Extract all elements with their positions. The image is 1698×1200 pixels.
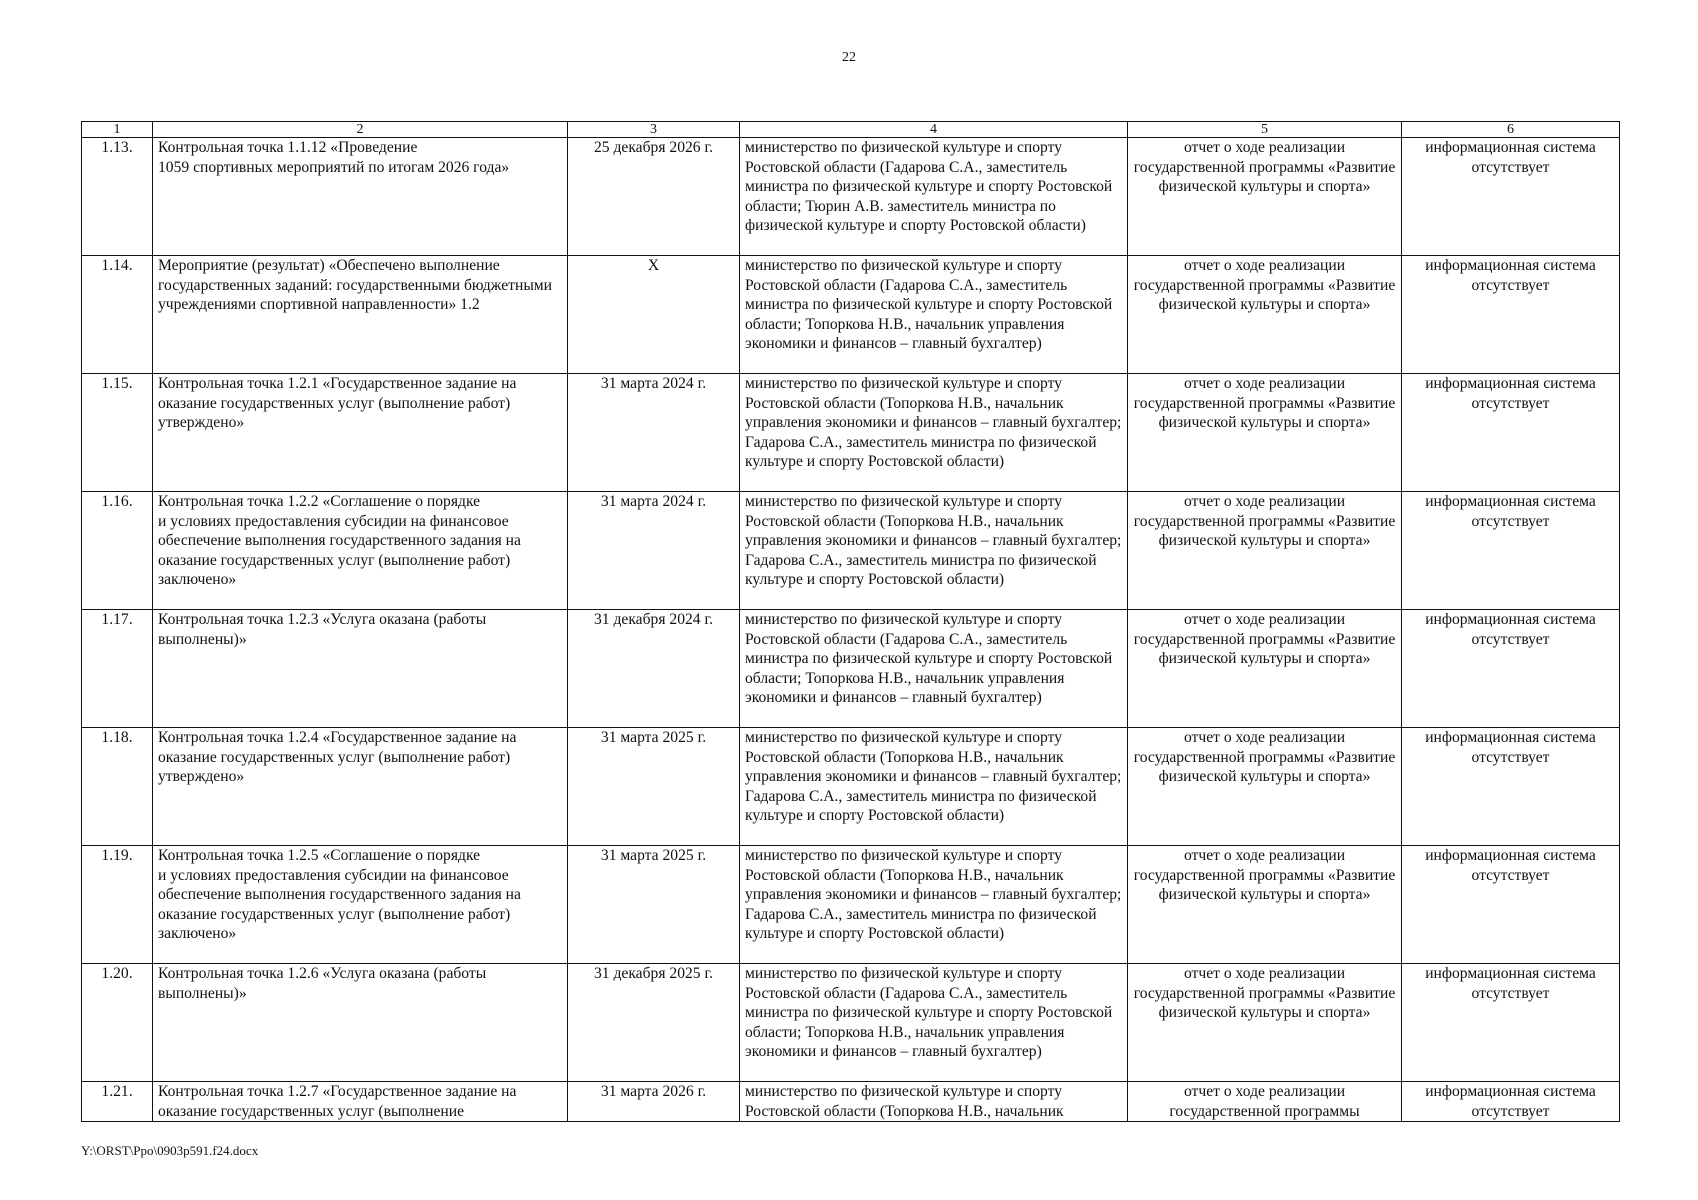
- column-header: 3: [568, 122, 740, 138]
- row-responsible: министерство по физической культуре и спорту Ростовской области (Топоркова Н.В., начальник управления экономики и финансов – главный бухгалтер; Гадарова С.А., заместитель министра по физической культуре и спорту Ростовской области): [740, 374, 1128, 492]
- row-responsible: министерство по физической культуре и спорту Ростовской области (Гадарова С.А., заместитель министра по физической культуре и спорту Ростовской области; Топоркова Н.В., начальник управления экономики и финансов – главный бухгалтер): [740, 256, 1128, 374]
- row-number: 1.16.: [82, 492, 153, 610]
- row-information-system: информационная система отсутствует: [1402, 610, 1620, 728]
- table-row: [82, 492, 1620, 610]
- row-name: Мероприятие (результат) «Обеспечено выполнение государственных заданий: государственными бюджетными учреждениями спортивной направленности» 1.2: [153, 256, 568, 374]
- row-information-system: информационная система отсутствует: [1402, 374, 1620, 492]
- column-header: 2: [153, 122, 568, 138]
- row-responsible: министерство по физической культуре и спорту Ростовской области (Гадарова С.А., заместитель министра по физической культуре и спорту Ростовской области; Тюрин А.В. заместитель министра по физической культуре и спорту Ростовской области): [740, 138, 1128, 256]
- row-name: Контрольная точка 1.2.7 «Государственное задание на оказание государственных услуг (выполнение: [153, 1082, 568, 1122]
- row-responsible: министерство по физической культуре и спорту Ростовской области (Гадарова С.А., заместитель министра по физической культуре и спорту Ростовской области; Топоркова Н.В., начальник управления экономики и финансов – главный бухгалтер): [740, 964, 1128, 1082]
- row-responsible: министерство по физической культуре и спорту Ростовской области (Топоркова Н.В., начальник управления экономики и финансов – главный бухгалтер; Гадарова С.А., заместитель министра по физической культуре и спорту Ростовской области): [740, 492, 1128, 610]
- row-number: 1.19.: [82, 846, 153, 964]
- row-document: отчет о ходе реализации государственной программы: [1128, 1082, 1402, 1122]
- row-name: Контрольная точка 1.2.4 «Государственное задание на оказание государственных услуг (выполнение работ) утверждено»: [153, 728, 568, 846]
- row-document: отчет о ходе реализации государственной программы «Развитие физической культуры и спорта»: [1128, 374, 1402, 492]
- row-date: 31 марта 2026 г.: [568, 1082, 740, 1122]
- table-row: [82, 256, 1620, 374]
- column-header: 5: [1128, 122, 1402, 138]
- column-header: 4: [740, 122, 1128, 138]
- row-information-system: информационная система отсутствует: [1402, 256, 1620, 374]
- row-responsible: министерство по физической культуре и спорту Ростовской области (Топоркова Н.В., начальник управления экономики и финансов – главный бухгалтер; Гадарова С.А., заместитель министра по физической культуре и спорту Ростовской области): [740, 728, 1128, 846]
- row-name: Контрольная точка 1.2.2 «Соглашение о порядке и условиях предоставления субсидии на финансовое обеспечение выполнения государственного задания на оказание государственных услуг (выполнение работ) заключено»: [153, 492, 568, 610]
- row-document: отчет о ходе реализации государственной программы «Развитие физической культуры и спорта»: [1128, 256, 1402, 374]
- row-date: 31 марта 2025 г.: [568, 728, 740, 846]
- table-row: [82, 728, 1620, 846]
- column-header: 6: [1402, 122, 1620, 138]
- row-date: 31 марта 2024 г.: [568, 374, 740, 492]
- row-date: 25 декабря 2026 г.: [568, 138, 740, 256]
- row-number: 1.15.: [82, 374, 153, 492]
- row-responsible: министерство по физической культуре и спорту Ростовской области (Топоркова Н.В., начальник управления экономики и финансов – главный бухгалтер; Гадарова С.А., заместитель министра по физической культуре и спорту Ростовской области): [740, 846, 1128, 964]
- row-name: Контрольная точка 1.2.5 «Соглашение о порядке и условиях предоставления субсидии на финансовое обеспечение выполнения государственного задания на оказание государственных услуг (выполнение работ) заключено»: [153, 846, 568, 964]
- table-row: [82, 374, 1620, 492]
- row-document: отчет о ходе реализации государственной программы «Развитие физической культуры и спорта»: [1128, 964, 1402, 1082]
- table-row: [82, 846, 1620, 964]
- column-number-row: [82, 122, 1620, 138]
- row-name: Контрольная точка 1.2.6 «Услуга оказана (работы выполнены)»: [153, 964, 568, 1082]
- row-responsible: министерство по физической культуре и спорту Ростовской области (Гадарова С.А., заместитель министра по физической культуре и спорту Ростовской области; Топоркова Н.В., начальник управления экономики и финансов – главный бухгалтер): [740, 610, 1128, 728]
- row-responsible: министерство по физической культуре и спорту Ростовской области (Топоркова Н.В., начальник: [740, 1082, 1128, 1122]
- row-document: отчет о ходе реализации государственной программы «Развитие физической культуры и спорта»: [1128, 610, 1402, 728]
- row-name: Контрольная точка 1.2.1 «Государственное задание на оказание государственных услуг (выполнение работ) утверждено»: [153, 374, 568, 492]
- row-name: Контрольная точка 1.2.3 «Услуга оказана (работы выполнены)»: [153, 610, 568, 728]
- row-information-system: информационная система отсутствует: [1402, 846, 1620, 964]
- table-row: [82, 964, 1620, 1082]
- row-date: 31 марта 2024 г.: [568, 492, 740, 610]
- row-information-system: информационная система отсутствует: [1402, 964, 1620, 1082]
- row-information-system: информационная система отсутствует: [1402, 728, 1620, 846]
- row-date: X: [568, 256, 740, 374]
- row-document: отчет о ходе реализации государственной программы «Развитие физической культуры и спорта»: [1128, 846, 1402, 964]
- table-row: [82, 138, 1620, 256]
- row-number: 1.17.: [82, 610, 153, 728]
- row-information-system: информационная система отсутствует: [1402, 1082, 1620, 1122]
- row-document: отчет о ходе реализации государственной программы «Развитие физической культуры и спорта»: [1128, 138, 1402, 256]
- control-points-table: [81, 121, 1620, 1122]
- table-row: [82, 610, 1620, 728]
- row-information-system: информационная система отсутствует: [1402, 138, 1620, 256]
- row-number: 1.14.: [82, 256, 153, 374]
- row-number: 1.20.: [82, 964, 153, 1082]
- column-header: 1: [82, 122, 153, 138]
- row-information-system: информационная система отсутствует: [1402, 492, 1620, 610]
- page-number: 22: [842, 50, 856, 65]
- row-document: отчет о ходе реализации государственной программы «Развитие физической культуры и спорта»: [1128, 492, 1402, 610]
- row-number: 1.13.: [82, 138, 153, 256]
- row-date: 31 декабря 2024 г.: [568, 610, 740, 728]
- row-date: 31 декабря 2025 г.: [568, 964, 740, 1082]
- row-document: отчет о ходе реализации государственной программы «Развитие физической культуры и спорта»: [1128, 728, 1402, 846]
- row-number: 1.18.: [82, 728, 153, 846]
- row-name: Контрольная точка 1.1.12 «Проведение 1059 спортивных мероприятий по итогам 2026 года»: [153, 138, 568, 256]
- table-row: [82, 1082, 1620, 1122]
- footer-file-path: Y:\ORST\Ppo\0903p591.f24.docx: [81, 1143, 259, 1158]
- row-date: 31 марта 2025 г.: [568, 846, 740, 964]
- row-number: 1.21.: [82, 1082, 153, 1122]
